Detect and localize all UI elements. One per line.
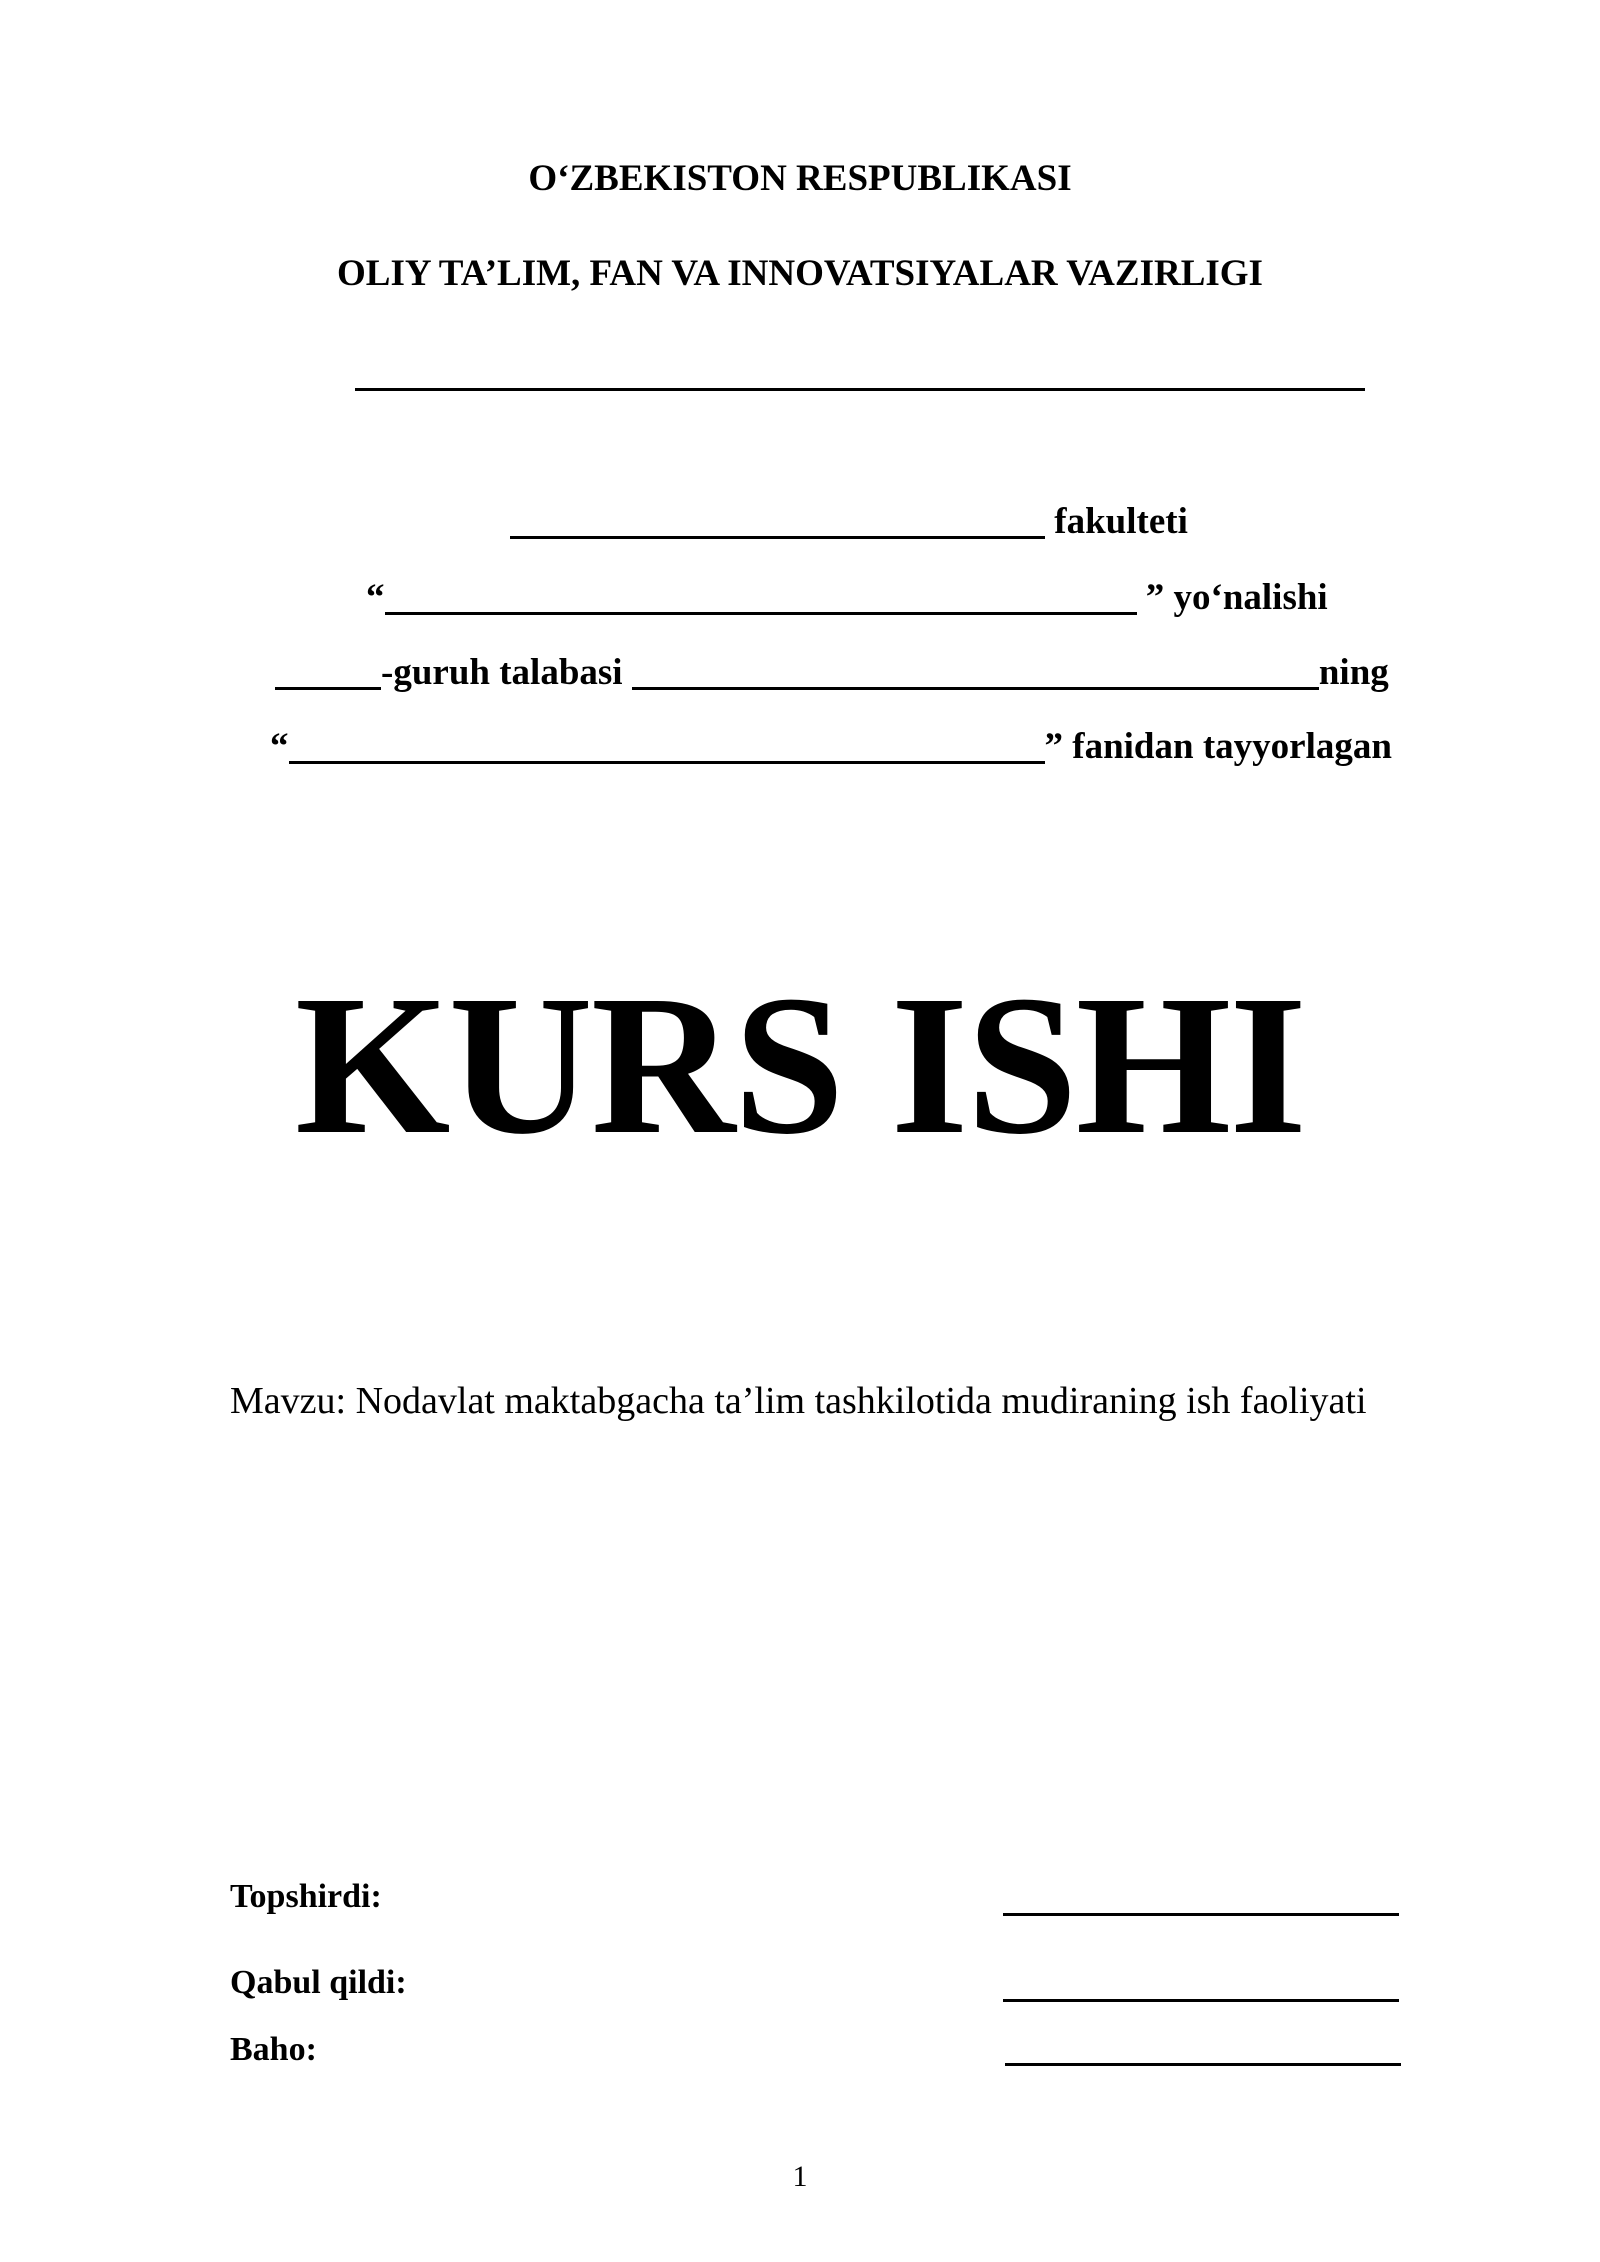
group-student-line <box>275 653 1389 691</box>
faculty-blank <box>510 502 1045 539</box>
topic-paragraph: Mavzu: Nodavlat maktabgacha ta’lim tashkilotida mudiraning ish faoliyati <box>230 1380 1367 1422</box>
accepted-label: Qabul qildi: <box>230 1964 407 2001</box>
student-suffix: ning <box>1318 652 1389 693</box>
republic-heading: O‘ZBEKISTON RESPUBLIKASI <box>528 158 1072 199</box>
subject-open-quote: “ <box>270 726 289 767</box>
page-number: 1 <box>792 2160 808 2193</box>
direction-open-quote: “ <box>366 577 385 618</box>
subject-blank <box>289 727 1045 764</box>
document-title: KURS ISHI <box>294 955 1306 1176</box>
grade-signature-line <box>1005 2063 1401 2066</box>
ministry-heading: OLIY TA’LIM, FAN VA INNOVATSIYALAR VAZIRLIGI <box>337 253 1263 294</box>
direction-blank <box>385 578 1137 615</box>
student-name-blank <box>632 653 1319 690</box>
subject-line <box>270 727 1392 765</box>
submitted-label: Topshirdi: <box>230 1878 382 1915</box>
grade-label: Baho: <box>230 2031 317 2068</box>
direction-suffix: ” yo‘nalishi <box>1145 577 1328 618</box>
university-blank-line <box>355 388 1365 391</box>
accepted-signature-line <box>1003 1999 1399 2002</box>
group-number-blank <box>275 653 381 690</box>
faculty-suffix: fakulteti <box>1054 501 1188 542</box>
direction-line <box>366 578 1328 616</box>
subject-suffix: ” fanidan tayyorlagan <box>1044 726 1392 767</box>
submitted-signature-line <box>1003 1913 1399 1916</box>
group-suffix: -guruh talabasi <box>381 652 623 693</box>
faculty-line <box>510 502 1188 540</box>
